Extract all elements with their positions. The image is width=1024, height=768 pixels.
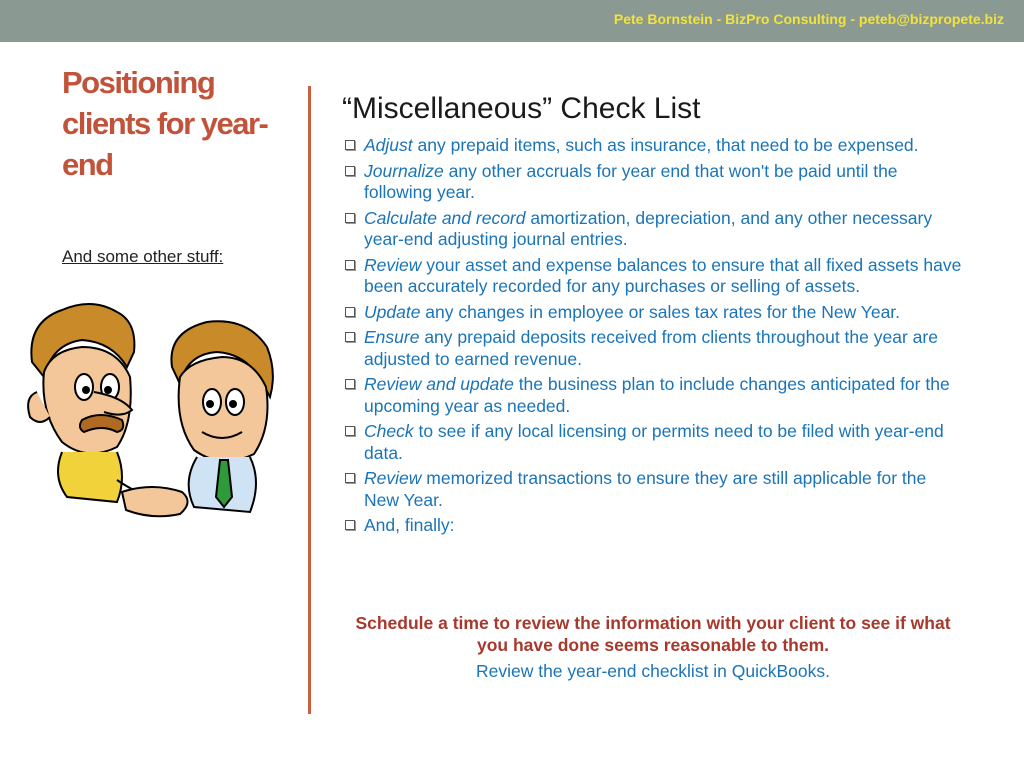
checkbox-bullet-icon — [345, 426, 355, 436]
closing-note: Review the year-end checklist in QuickBooks. — [475, 661, 831, 681]
closing-emphasis: Schedule a time to review the information with your client to see if what you have done seems reasonable to them. — [355, 613, 951, 655]
checklist-item-action: Review and update — [364, 374, 514, 394]
checkbox-bullet-icon — [345, 260, 355, 270]
handshake-illustration — [22, 292, 302, 542]
checklist-item-text: your asset and expense balances to ensure that all fixed assets have been accurately recorded for any purchases or selling of assets. — [364, 254, 962, 296]
checklist-item — [344, 302, 962, 324]
checklist-item-action: Adjust — [364, 135, 413, 155]
checklist-item — [344, 374, 962, 417]
checkbox-bullet-icon — [345, 213, 355, 223]
checkbox-bullet-icon — [345, 166, 355, 176]
checklist-item-action: Review — [364, 254, 422, 275]
vertical-divider — [308, 86, 311, 714]
slide-section-title: Positioning clients for year-end — [62, 65, 268, 182]
checklist-item-text: any prepaid deposits received from clients throughout the year are adjusted to earned revenue. — [364, 327, 938, 369]
checkbox-bullet-icon — [345, 332, 355, 342]
checkbox-bullet-icon — [345, 140, 355, 150]
checklist-item-text: to see if any local licensing or permits need to be filed with year-end data. — [364, 421, 944, 463]
checkbox-bullet-icon — [345, 473, 355, 483]
checklist-item — [344, 161, 962, 204]
checkbox-bullet-icon — [345, 307, 355, 317]
checklist-item-action: Journalize — [364, 160, 444, 181]
checklist-item-text: the business plan to include changes anticipated for the upcoming year as needed. — [364, 374, 950, 416]
checklist-item-text: any other accruals for year end that won't be paid until the following year. — [364, 160, 898, 202]
checklist-item-action: Calculate and record — [364, 207, 526, 228]
checklist-item — [344, 255, 962, 298]
checklist-item-text: memorized transactions to ensure they are still applicable for the New Year. — [364, 468, 927, 510]
checklist-item — [344, 421, 962, 464]
checklist-title: “Miscellaneous” Check List — [342, 92, 701, 125]
checklist-item-action: Ensure — [364, 327, 420, 347]
checklist — [344, 135, 962, 541]
checklist-item-text: any changes in employee or sales tax rates for the New Year. — [420, 301, 901, 322]
checkbox-bullet-icon — [345, 520, 355, 530]
sidebar-subtitle: And some other stuff: — [62, 247, 224, 266]
checkbox-bullet-icon — [345, 379, 355, 389]
header-credit: Pete Bornstein - BizPro Consulting - peteb@bizpropete.biz — [613, 11, 1004, 27]
checklist-item-text: amortization, depreciation, and any other necessary year-end adjusting journal entries. — [364, 207, 933, 249]
right-man-figure — [171, 321, 272, 512]
header-bar — [0, 0, 1024, 42]
checklist-item-action: Review — [364, 468, 422, 488]
left-man-figure — [28, 304, 147, 502]
checklist-item — [344, 327, 962, 370]
checklist-item — [344, 135, 962, 157]
checklist-item-action: Check — [364, 421, 414, 441]
checklist-item — [344, 208, 962, 251]
handshake-hands — [122, 487, 188, 516]
checklist-item-text: And, finally: — [364, 515, 455, 535]
checklist-item-action: Update — [364, 301, 421, 322]
closing-block — [344, 613, 962, 683]
checklist-item-text: any prepaid items, such as insurance, that need to be expensed. — [412, 135, 919, 155]
checklist-item — [344, 515, 962, 537]
checklist-item — [344, 468, 962, 511]
